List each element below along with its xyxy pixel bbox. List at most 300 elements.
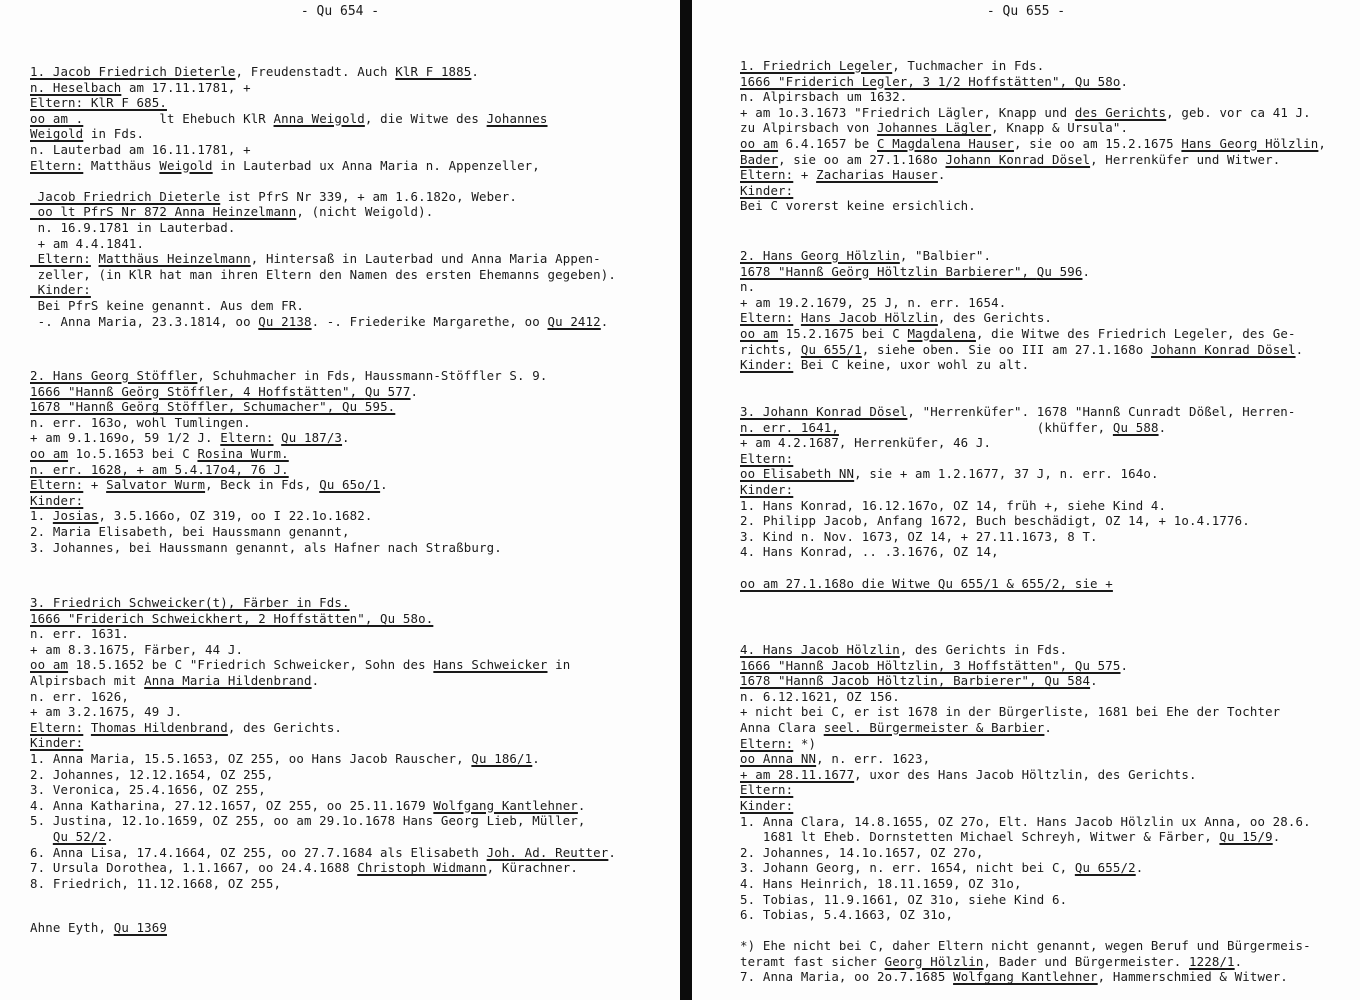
underlined-segment: oo am 27.1.168o die Witwe Qu 655/1 & 655/2, sie + — [740, 575, 1113, 591]
text-line — [30, 735, 616, 751]
underlined-segment: Eltern: — [740, 310, 794, 326]
text-segment: Alpirsbach mit — [30, 672, 145, 688]
text-segment: , Freudenstadt. Auch — [235, 64, 396, 79]
text-segment: + nicht bei C, er ist 1678 in der Bürgerliste, 1681 bei Ehe der Tochter — [740, 704, 1281, 720]
text-line — [740, 466, 1296, 482]
text-line — [740, 560, 1296, 576]
underlined-segment: Anna Weigold — [273, 110, 365, 126]
text-segment: n. err. 1626, — [30, 688, 129, 704]
text-segment: , Schuhmacher in Fds, Haussmann-Stöffler S. 9. — [197, 368, 548, 383]
text-segment: 2. Maria Elisabeth, bei Haussmann genannt, — [30, 523, 350, 539]
underlined-segment: Kinder: — [740, 182, 794, 198]
text-line — [30, 368, 547, 384]
text-line — [30, 920, 167, 936]
text-line — [30, 142, 616, 158]
text-segment: , 3.5.166o, OZ 319, oo I 22.1o.1682. — [98, 508, 373, 524]
text-line — [740, 544, 1296, 560]
text-segment: + am 8.3.1675, Färber, 44 J. — [30, 641, 244, 657]
text-segment: n. err. 1631. — [30, 626, 129, 642]
text-line — [740, 892, 1311, 908]
underlined-segment: seel. Bürgermeister & Barbier — [823, 719, 1045, 735]
underlined-segment: Weigold — [159, 157, 213, 173]
underlined-segment: 2. Hans Georg Stöffler — [30, 368, 198, 383]
text-line — [30, 111, 616, 127]
text-segment: zeller, (in KlR hat man ihren Eltern den Namen des ersten Ehemanns gegeben). — [30, 266, 616, 282]
text-segment — [83, 720, 91, 735]
text-segment: 7. Ursula Dorothea, 1.1.1667, oo 24.4.1688 — [30, 860, 358, 876]
text-segment: , (nicht Weigold). — [296, 204, 434, 220]
underlined-segment: KlR F 1885 — [395, 64, 472, 79]
entry-hans-georg-hoelzlin — [740, 248, 1303, 373]
text-segment: + am 1o.3.1673 "Friedrich Lägler, Knapp und — [740, 104, 1075, 120]
underlined-segment: Qu 655/1 — [800, 341, 862, 357]
text-segment: . — [1295, 341, 1304, 357]
underlined-segment: Eltern: — [740, 167, 794, 183]
text-line — [740, 89, 1326, 105]
text-line — [740, 342, 1303, 358]
underlined-segment: Kinder: — [740, 797, 794, 813]
text-line — [30, 524, 547, 540]
underlined-segment: 3. Johann Konrad Dösel — [740, 404, 908, 419]
text-line — [740, 310, 1303, 326]
underlined-segment: Rosina Wurm. — [197, 445, 289, 461]
underlined-segment: Salvator Wurm — [106, 477, 206, 493]
text-line — [30, 267, 616, 283]
text-line — [740, 907, 1311, 923]
text-line — [30, 860, 616, 876]
underlined-segment: Kinder: — [30, 492, 84, 508]
text-segment: 2. Johannes, 12.12.1654, OZ 255, — [30, 766, 274, 782]
text-segment: . — [106, 828, 114, 844]
underlined-segment: oo lt PfrS Nr 872 Anna Heinzelmann — [30, 204, 297, 220]
underlined-segment: Qu 2138 — [258, 313, 312, 329]
text-segment: 5. Tobias, 11.9.1661, OZ 31o, siehe Kind 6. — [740, 891, 1068, 907]
text-segment: 4. Hans Heinrich, 18.11.1659, OZ 31o, — [740, 875, 1022, 891]
underlined-segment: Kinder: — [30, 735, 84, 751]
text-line — [30, 493, 547, 509]
text-line — [30, 782, 616, 798]
text-segment: . — [410, 383, 419, 399]
underlined-segment: Hans Jacob Hölzlin — [800, 310, 938, 326]
underlined-segment: Anna Maria Hildenbrand — [144, 672, 312, 688]
text-line — [740, 183, 1326, 199]
text-line — [740, 264, 1303, 280]
text-segment: zu Alpirsbach von — [740, 120, 877, 136]
text-line — [740, 513, 1296, 529]
text-segment: Ahne Eyth, — [30, 920, 114, 935]
text-line — [30, 829, 616, 845]
text-line — [30, 508, 547, 524]
underlined-segment: oo am — [30, 445, 69, 461]
text-segment: 15.2.1675 bei C — [778, 325, 908, 341]
underlined-segment: Qu 2412 — [547, 313, 601, 329]
underlined-segment: Eltern: — [740, 782, 794, 798]
underlined-segment: oo am — [740, 135, 779, 151]
text-line — [30, 158, 616, 174]
text-segment: 5. Justina, 12.1o.1659, OZ 255, oo am 29.1o.1678 Hans Georg Lieb, Müller, — [30, 813, 586, 829]
text-line — [740, 767, 1311, 783]
underlined-segment: Hans Schweicker — [433, 657, 548, 673]
text-segment: + am 19.2.1679, 25 J, n. err. 1654. — [740, 294, 1007, 310]
text-line — [30, 189, 616, 205]
text-segment: , — [1318, 135, 1327, 151]
underlined-segment: Qu 58o — [1074, 73, 1121, 89]
underlined-segment: Qu 575 — [1074, 657, 1121, 673]
text-line — [30, 236, 616, 252]
text-segment: 6. Anna Lisa, 17.4.1664, OZ 255, oo 27.7.1684 als Elisabeth — [30, 844, 487, 860]
text-line — [30, 384, 547, 400]
entry-jacob-friedrich-dieterle — [30, 64, 616, 329]
text-segment: 18.5.1652 be C "Friedrich Schweicker, Sohn des — [68, 657, 434, 673]
text-segment: . — [1082, 263, 1091, 279]
underlined-segment: Qu 65o/1 — [319, 477, 381, 493]
underlined-segment: Kinder: — [740, 357, 794, 373]
underlined-segment: Georg Hölzlin — [884, 953, 984, 969]
text-line — [740, 498, 1296, 514]
underlined-segment: des Gerichts — [1074, 104, 1167, 120]
text-segment: . — [311, 672, 320, 688]
text-line — [30, 446, 547, 462]
text-line — [740, 751, 1311, 767]
text-segment: *) — [793, 735, 817, 751]
underlined-segment: Matthäus Heinzelmann — [98, 251, 251, 267]
text-line — [740, 74, 1326, 90]
text-segment: 1681 lt Eheb. Dornstetten Michael Schreyh, Witwer & Färber, — [740, 829, 1220, 845]
text-segment: + am 3.2.1675, 49 J. — [30, 704, 183, 720]
underlined-segment: Eltern: KlR F 685. — [30, 95, 167, 111]
text-segment: , des Gerichts in Fds. — [899, 642, 1068, 657]
text-segment: , geb. vor ca 41 J. — [1166, 104, 1311, 120]
underlined-segment: C Magdalena Hauser — [877, 135, 1014, 151]
underlined-segment: 3. Friedrich Schweicker(t), Färber in Fds. — [30, 595, 350, 610]
text-line — [30, 720, 616, 736]
text-segment: 3. Kind n. Nov. 1673, OZ 14, + 27.11.1673, 8 T. — [740, 528, 1098, 544]
underlined-segment: Qu 15/9 — [1219, 829, 1273, 845]
text-line — [740, 105, 1326, 121]
text-segment: , Hintersaß in Lauterbad und Anna Maria Appen- — [250, 251, 601, 267]
entry-hans-jacob-hoelzlin — [740, 642, 1311, 985]
underlined-segment: + am 28.11.1677 — [740, 766, 855, 782]
text-segment: 8. Friedrich, 11.12.1668, OZ 255, — [30, 875, 282, 891]
text-segment: + — [83, 477, 107, 493]
underlined-segment: 1228/1 — [1189, 953, 1235, 969]
underlined-segment: 1666 "Hannß Jacob Höltzlin, 3 Hoffstätten", — [740, 657, 1075, 673]
text-line — [740, 845, 1311, 861]
entry-friedrich-schweicker — [30, 595, 616, 891]
underlined-segment: 1678 "Hannß Geörg Stöffler, Schumacher", — [30, 399, 343, 415]
entry-hans-georg-stoeffler — [30, 368, 547, 555]
underlined-segment: 1678 "Hannß Geörg Höltzlin Barbierer", — [740, 263, 1037, 279]
text-segment: n. 6.12.1621, OZ 156. — [740, 688, 900, 704]
underlined-segment: Qu 187/3 — [281, 430, 343, 446]
text-segment: , siehe oben. Sie oo III am 27.1.168o — [861, 341, 1151, 357]
text-line — [740, 876, 1311, 892]
underlined-segment: Magdalena — [907, 325, 976, 341]
text-line — [30, 80, 616, 96]
underlined-segment: Qu 1369 — [113, 920, 167, 935]
text-segment: n. — [740, 279, 756, 295]
text-segment: Bei C vorerst keine ersichlich. — [740, 198, 976, 214]
underlined-segment: Qu 588 — [1112, 419, 1159, 435]
text-segment: in — [547, 657, 571, 673]
text-segment: 1. Anna Clara, 14.8.1655, OZ 27o, Elt. Hans Jacob Hölzlin ux Anna, oo 28.6. — [740, 813, 1311, 829]
text-line — [740, 736, 1311, 752]
text-segment: . — [380, 477, 388, 493]
text-segment: , uxor des Hans Jacob Höltzlin, des Gerichts. — [854, 766, 1197, 782]
text-line — [30, 173, 616, 189]
underlined-segment: n. Heselbach — [30, 79, 122, 95]
underlined-segment: 1678 "Hannß Jacob Höltzlin, Barbierer", — [740, 673, 1045, 689]
text-segment: , die Witwe des Friedrich Legeler, des Ge- — [975, 325, 1296, 341]
underlined-segment: Bader — [740, 151, 779, 167]
text-line — [30, 415, 547, 431]
text-segment: . — [1158, 419, 1167, 435]
text-line — [30, 540, 547, 556]
underlined-segment: Johannes — [486, 110, 548, 126]
text-line — [740, 326, 1303, 342]
underlined-segment: Qu 584 — [1044, 673, 1091, 689]
text-segment: 1. Anna Maria, 15.5.1653, OZ 255, oo Hans Jacob Rauscher, — [30, 750, 472, 766]
underlined-segment: oo Anna NN — [740, 751, 817, 767]
text-segment: . — [532, 750, 540, 766]
text-segment: + am 4.4.1841. — [30, 235, 145, 251]
text-line — [30, 845, 616, 861]
text-line — [740, 954, 1311, 970]
text-segment: *) Ehe nicht bei C, daher Eltern nicht genannt, wegen Beruf und Bürgermeis- — [740, 938, 1311, 954]
text-line — [740, 420, 1296, 436]
text-segment: + am 9.1.169o, 59 1/2 J. — [30, 430, 221, 446]
underlined-segment: Hans Georg Hölzlin — [1181, 135, 1319, 151]
text-line — [740, 152, 1326, 168]
text-segment — [274, 430, 282, 445]
text-line — [740, 295, 1303, 311]
text-line — [30, 657, 616, 673]
text-segment: n. 16.9.1781 in Lauterbad. — [30, 219, 236, 235]
underlined-segment: 1. Friedrich Legeler — [740, 58, 893, 73]
text-segment: + — [793, 167, 817, 183]
text-segment: 6. Tobias, 5.4.1663, OZ 31o, — [740, 907, 954, 923]
text-line — [740, 720, 1311, 736]
text-segment: , "Herrenküfer". 1678 "Hannß Cunradt Dößel, Herren- — [907, 404, 1296, 419]
underlined-segment: 1666 "Friderich Schweickhert, 2 Hoffstätten", Qu 58o. — [30, 610, 434, 626]
underlined-segment: Johann Konrad Dösel — [945, 151, 1091, 167]
text-segment: , Knapp & Ursula". — [991, 120, 1129, 136]
underlined-segment: n. err. 1641, — [740, 419, 839, 435]
text-line — [740, 529, 1296, 545]
text-line — [740, 357, 1303, 373]
text-segment: , Bader und Bürgermeister. — [983, 953, 1189, 969]
text-segment — [30, 829, 53, 844]
underlined-segment: Wolfgang Kantlehner — [953, 969, 1098, 985]
text-line — [30, 704, 616, 720]
underlined-segment: Johannes Lägler — [876, 120, 992, 136]
text-line — [740, 279, 1303, 295]
text-segment: , Kürachner. — [486, 860, 578, 876]
text-segment: , des Gerichts. — [227, 719, 343, 735]
underlined-segment: Thomas Hildenbrand — [90, 719, 228, 735]
text-segment: (khüffer, — [838, 419, 1113, 435]
text-segment: , Tuchmacher in Fds. — [892, 58, 1045, 73]
text-segment: , Hammerschmied & Witwer. — [1097, 969, 1288, 985]
text-line — [30, 751, 616, 767]
underlined-segment: Eltern: — [30, 251, 91, 267]
text-segment: . — [1044, 719, 1053, 735]
text-segment: . — [1120, 657, 1129, 673]
text-line — [740, 673, 1311, 689]
text-line — [30, 611, 616, 627]
text-segment: 6.4.1657 be — [778, 135, 877, 151]
text-segment: . — [608, 844, 616, 860]
text-segment: , sie oo am 15.2.1675 — [1013, 135, 1182, 151]
text-line — [740, 689, 1311, 705]
underlined-segment: Eltern: — [30, 477, 84, 493]
text-segment: . — [1135, 860, 1144, 876]
text-line — [740, 658, 1311, 674]
underlined-segment: Eltern: — [740, 735, 794, 751]
text-line — [740, 938, 1311, 954]
text-line — [30, 251, 616, 267]
text-segment: . — [1272, 829, 1281, 845]
underlined-segment: Qu 186/1 — [471, 750, 533, 766]
underlined-segment: Jacob Friedrich Dieterle — [30, 188, 221, 204]
text-line — [740, 860, 1311, 876]
text-line — [740, 576, 1296, 592]
underlined-segment: 1. Jacob Friedrich Dieterle — [30, 64, 236, 79]
text-segment — [91, 251, 99, 266]
text-line — [740, 923, 1311, 939]
text-line — [30, 220, 616, 236]
underlined-segment: Weigold — [30, 126, 84, 142]
text-segment: 2. Philipp Jacob, Anfang 1672, Buch beschädigt, OZ 14, + 1o.4.1776. — [740, 513, 1250, 529]
text-line — [30, 689, 616, 705]
text-line — [30, 642, 616, 658]
text-line — [30, 673, 616, 689]
text-segment: . — [577, 797, 586, 813]
underlined-segment: 2. Hans Georg Hölzlin — [740, 248, 900, 263]
underlined-segment: Johann Konrad Dösel — [1150, 341, 1296, 357]
text-line — [30, 399, 547, 415]
text-line — [30, 430, 547, 446]
underlined-segment: Qu 52/2 — [52, 828, 107, 844]
text-line — [30, 798, 616, 814]
text-segment: lt Ehebuch KlR — [83, 110, 274, 126]
text-segment: 1. — [30, 508, 53, 524]
text-line — [740, 782, 1311, 798]
underlined-segment: Josias — [52, 508, 99, 524]
text-segment: , sie + am 1.2.1677, 37 J, n. err. 164o. — [854, 466, 1159, 482]
text-line — [30, 204, 616, 220]
text-segment: 1o.5.1653 bei C — [68, 445, 198, 461]
text-line — [740, 435, 1296, 451]
text-segment: 2. Johannes, 14.1o.1657, OZ 27o, — [740, 844, 984, 860]
text-segment: , die Witwe des — [364, 110, 487, 126]
text-line — [740, 829, 1311, 845]
text-segment: , Beck in Fds, — [205, 477, 320, 493]
underlined-segment: oo am — [30, 657, 69, 673]
text-segment: 4. Hans Konrad, .. .3.1676, OZ 14, — [740, 544, 999, 560]
text-segment — [793, 310, 801, 325]
text-line — [30, 126, 616, 142]
text-line — [740, 798, 1311, 814]
text-segment: . — [471, 64, 480, 79]
entry-friedrich-legeler — [740, 58, 1326, 214]
text-line — [740, 642, 1311, 658]
text-segment: . — [600, 313, 609, 329]
text-line — [740, 136, 1326, 152]
text-line — [740, 58, 1326, 74]
text-segment: n. Alpirsbach um 1632. — [740, 89, 908, 105]
text-segment: , des Gerichts. — [937, 310, 1053, 326]
text-segment: . — [342, 430, 350, 446]
text-segment: am 17.11.1781, + — [121, 79, 251, 95]
text-segment: + am 4.2.1687, Herrenküfer, 46 J. — [740, 435, 992, 451]
text-segment: n. err. 163o, wohl Tumlingen. — [30, 414, 251, 430]
underlined-segment: Zacharias Hauser — [816, 167, 938, 183]
text-line — [30, 298, 616, 314]
entry-ahne-eyth — [30, 920, 167, 936]
text-segment: richts, — [740, 341, 801, 357]
underlined-segment: oo am . — [30, 110, 84, 126]
text-line — [740, 120, 1326, 136]
text-line — [30, 813, 616, 829]
text-segment: 3. Johann Georg, n. err. 1654, nicht bei C, — [740, 860, 1075, 876]
underlined-segment: Wolfgang Kantlehner — [433, 797, 578, 813]
text-segment: Matthäus — [83, 157, 160, 173]
page-header-qu-654: - Qu 654 - — [300, 4, 380, 19]
text-segment: 3. Johannes, bei Haussmann genannt, als Hafner nach Straßburg. — [30, 539, 502, 555]
underlined-segment: 4. Hans Jacob Hölzlin — [740, 642, 900, 657]
text-line — [30, 462, 547, 478]
underlined-segment: oo am — [740, 325, 779, 341]
text-line — [740, 451, 1296, 467]
text-segment: 7. Anna Maria, oo 2o.7.1685 — [740, 969, 954, 985]
underlined-segment: Eltern: — [220, 430, 274, 446]
text-segment: n. Lauterbad am 16.11.1781, + — [30, 141, 251, 157]
text-line — [740, 167, 1326, 183]
text-line — [740, 198, 1326, 214]
text-line — [740, 248, 1303, 264]
underlined-segment: n. err. 1628, + am 5.4.17o4, 76 J. — [30, 461, 289, 477]
text-segment: , sie oo am 27.1.168o — [778, 151, 946, 167]
text-segment: . — [1120, 73, 1129, 89]
text-line — [740, 704, 1311, 720]
text-line — [740, 969, 1311, 985]
underlined-segment: Eltern: — [30, 157, 84, 173]
text-line — [30, 477, 547, 493]
text-line — [740, 814, 1311, 830]
underlined-segment: Qu 595. — [342, 399, 396, 415]
text-segment: . -. Friederike Margarethe, oo — [311, 313, 548, 329]
text-line — [740, 404, 1296, 420]
text-line — [30, 64, 616, 80]
underlined-segment: Qu 577 — [364, 383, 411, 399]
text-line — [30, 282, 616, 298]
underlined-segment: Christoph Widmann — [357, 860, 487, 876]
page-header-qu-655: - Qu 655 - — [986, 4, 1066, 19]
text-segment: 3. Veronica, 25.4.1656, OZ 255, — [30, 782, 266, 798]
text-segment: , "Balbier". — [899, 248, 992, 263]
text-segment: . — [937, 167, 946, 183]
underlined-segment: Kinder: — [30, 282, 91, 298]
right-page — [692, 0, 1360, 1000]
text-segment: Anna Clara — [740, 719, 824, 735]
text-line — [740, 482, 1296, 498]
underlined-segment: 1666 "Friderich Legler, 3 1/2 Hoffstätten", — [740, 73, 1075, 89]
text-line — [30, 767, 616, 783]
text-segment: teramt fast sicher — [740, 953, 885, 969]
underlined-segment: Qu 655/2 — [1074, 860, 1136, 876]
text-segment: , n. err. 1623, — [816, 751, 931, 767]
